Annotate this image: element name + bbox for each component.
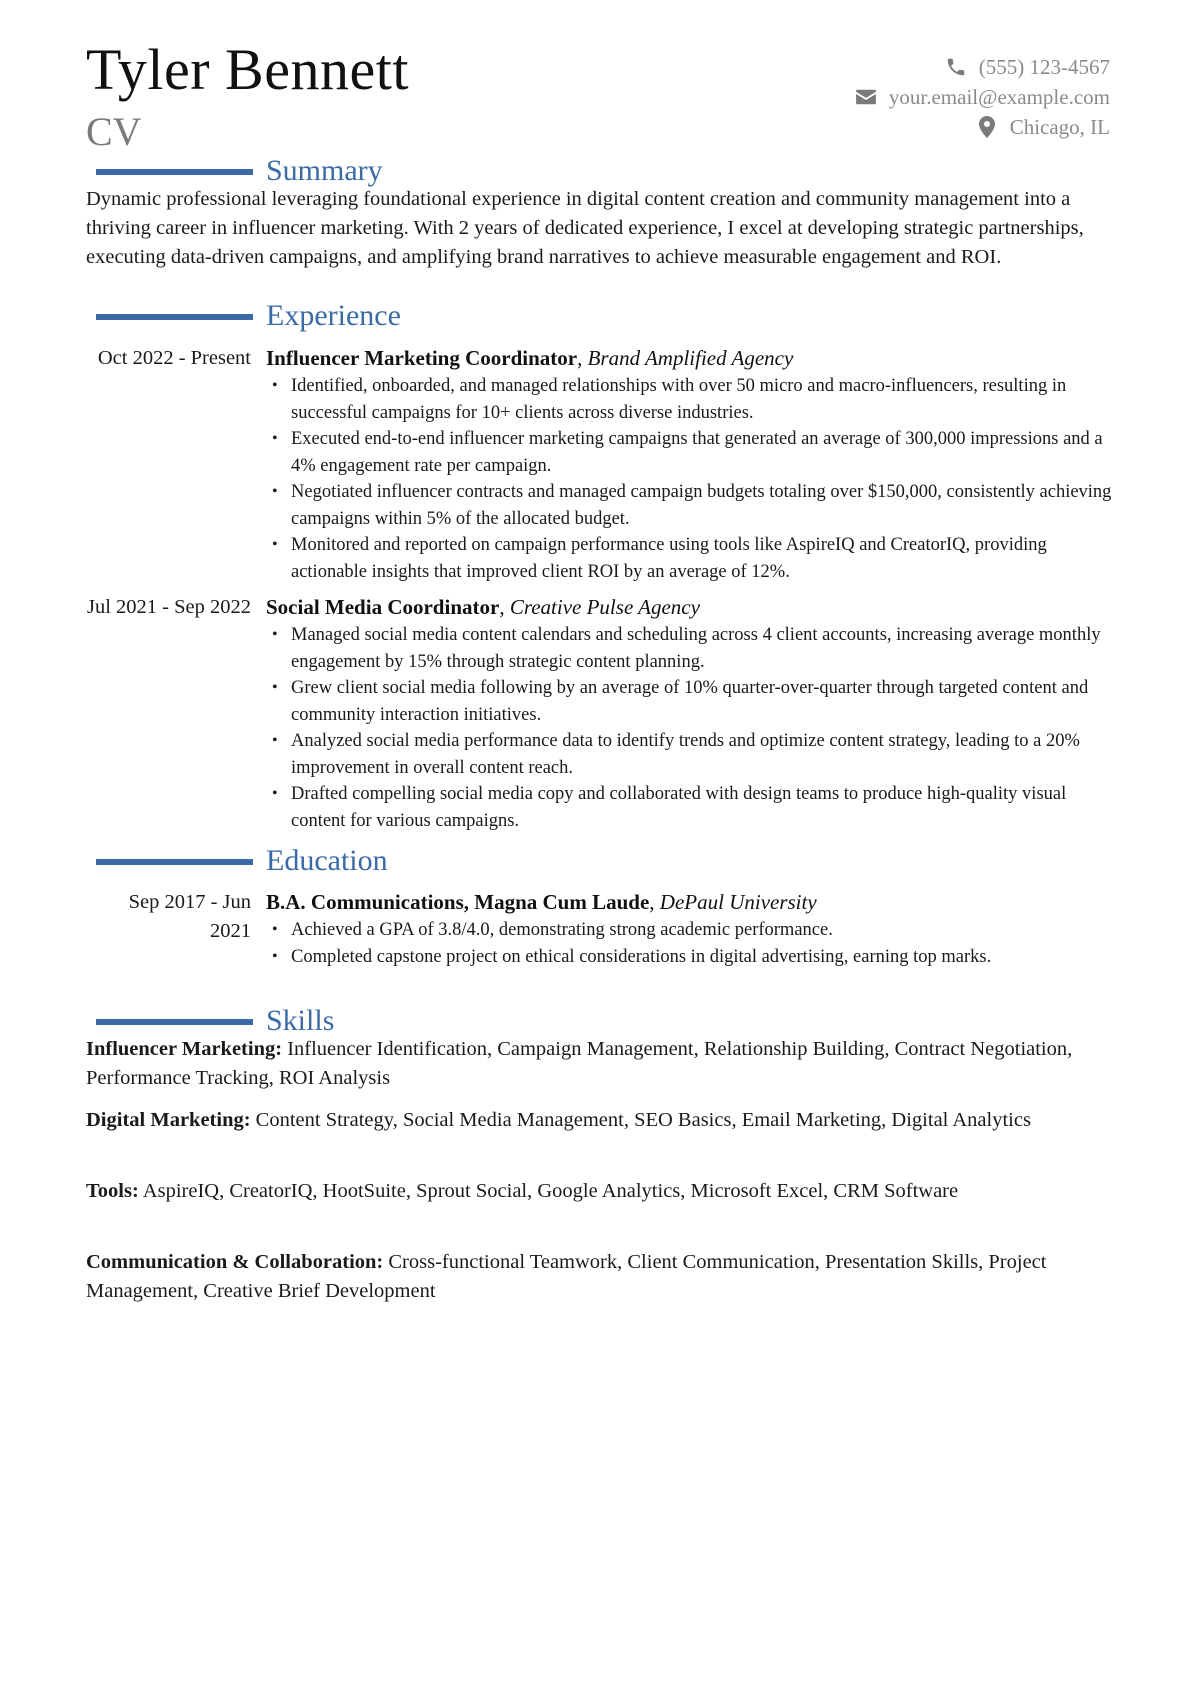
education-section-header [86,843,1116,879]
bullet-item: • Completed capstone project on ethical considerations in digital advertising, earning top marks. [266,944,1116,971]
skill-row [86,1177,1116,1206]
entry-body [266,888,1116,970]
location-text: Chicago, IL [1009,114,1110,139]
phone-text: (555) 123-4567 [978,54,1110,79]
skill-row [86,1248,1116,1306]
bullet-item: • Executed end-to-end influencer marketing campaigns that generated an average of 300,000 impressions and a 4% engagement rate per campaign. [266,426,1116,479]
entry-title: B.A. Communications, Magna Cum Laude, DePaul University [266,890,817,914]
candidate-name: Tyler Bennett [86,37,409,102]
bullet-list [266,373,1116,585]
skills-heading: Skills [266,1004,335,1037]
entry-dates: Jul 2021 - Sep 2022 [87,596,251,618]
entry-body [266,593,1116,834]
bullet-item: • Analyzed social media performance data to identify trends and optimize content strategy, leading to a 20% improvement in overall content reach. [266,728,1116,781]
envelope-icon [855,86,877,108]
entry-title: Influencer Marketing Coordinator, Brand Amplified Agency [266,346,794,370]
experience-heading: Experience [266,299,401,332]
summary-section-header [86,153,1116,189]
bullet-list [266,917,1116,970]
bullet-item: • Grew client social media following by an average of 10% quarter-over-quarter through targeted content and community interaction initiatives. [266,675,1116,728]
contact-phone-row [855,52,1110,82]
section-accent-bar [96,314,253,320]
bullet-item: • Drafted compelling social media copy and collaborated with design teams to produce high-quality visual content for various campaigns. [266,781,1116,834]
job-role: Influencer Marketing Coordinator [266,346,578,370]
job-organization: Brand Amplified Agency [587,346,794,370]
school: DePaul University [659,890,817,914]
section-accent-bar [96,859,253,865]
skills-section-header [86,1003,1116,1039]
document-subtitle: CV [86,109,142,154]
skill-items: Influencer Identification, Campaign Management, Relationship Building, Contract Negotiation, Performance Tracking, ROI Analysis [86,1038,1073,1089]
skill-category: Tools: [86,1180,139,1202]
entry-body [266,344,1116,585]
skill-items: Content Strategy, Social Media Management, SEO Basics, Email Marketing, Digital Analytics [255,1109,1031,1131]
skill-row [86,1106,1116,1135]
skill-items: AspireIQ, CreatorIQ, HootSuite, Sprout Social, Google Analytics, Microsoft Excel, CRM Software [142,1180,959,1202]
skill-category: Influencer Marketing: [86,1038,283,1060]
bullet-list [266,622,1116,834]
skill-items: Cross-functional Teamwork, Client Communication, Presentation Skills, Project Management, Creative Brief Development [86,1251,1047,1302]
contact-location-row [855,112,1110,142]
job-organization: Creative Pulse Agency [509,595,700,619]
email-text: your.email@example.com [888,84,1110,109]
bullet-item: • Identified, onboarded, and managed relationships with over 50 micro and macro-influencers, resulting in successful campaigns for 10+ clients across diverse industries. [266,373,1116,426]
education-heading: Education [266,844,388,877]
entry-title: Social Media Coordinator, Creative Pulse Agency [266,595,700,619]
summary-text: Dynamic professional leveraging foundational experience in digital content creation and community management into a thriving career in influencer marketing. With 2 years of dedicated experience, I excel at developing strategic partnerships, executing data-driven campaigns, and amplifying brand narratives to achieve measurable engagement and ROI. [86,188,1084,268]
contact-email-row [855,82,1110,112]
map-marker-icon [976,116,998,138]
entry-dates: Sep 2017 - Jun 2021 [128,891,251,942]
bullet-item: • Negotiated influencer contracts and managed campaign budgets totaling over $150,000, consistently achieving campaigns within 5% of the allocated budget. [266,479,1116,532]
entry-dates: Oct 2022 - Present [97,347,251,369]
section-accent-bar [96,169,253,175]
bullet-item: • Monitored and reported on campaign performance using tools like AspireIQ and CreatorIQ, providing actionable insights that improved client ROI by an average of 12%. [266,532,1116,585]
skill-row [86,1035,1116,1093]
skill-category: Communication & Collaboration: [86,1251,384,1273]
contact-block [855,52,1110,142]
experience-section-header [86,298,1116,334]
degree: B.A. Communications, Magna Cum Laude [266,890,650,914]
section-accent-bar [96,1019,253,1025]
summary-heading: Summary [266,154,383,187]
bullet-item: • Achieved a GPA of 3.8/4.0, demonstrating strong academic performance. [266,917,1116,944]
phone-icon [945,56,967,78]
bullet-item: • Managed social media content calendars and scheduling across 4 client accounts, increasing average monthly engagement by 15% through strategic content planning. [266,622,1116,675]
job-role: Social Media Coordinator [266,595,500,619]
skill-category: Digital Marketing: [86,1109,251,1131]
